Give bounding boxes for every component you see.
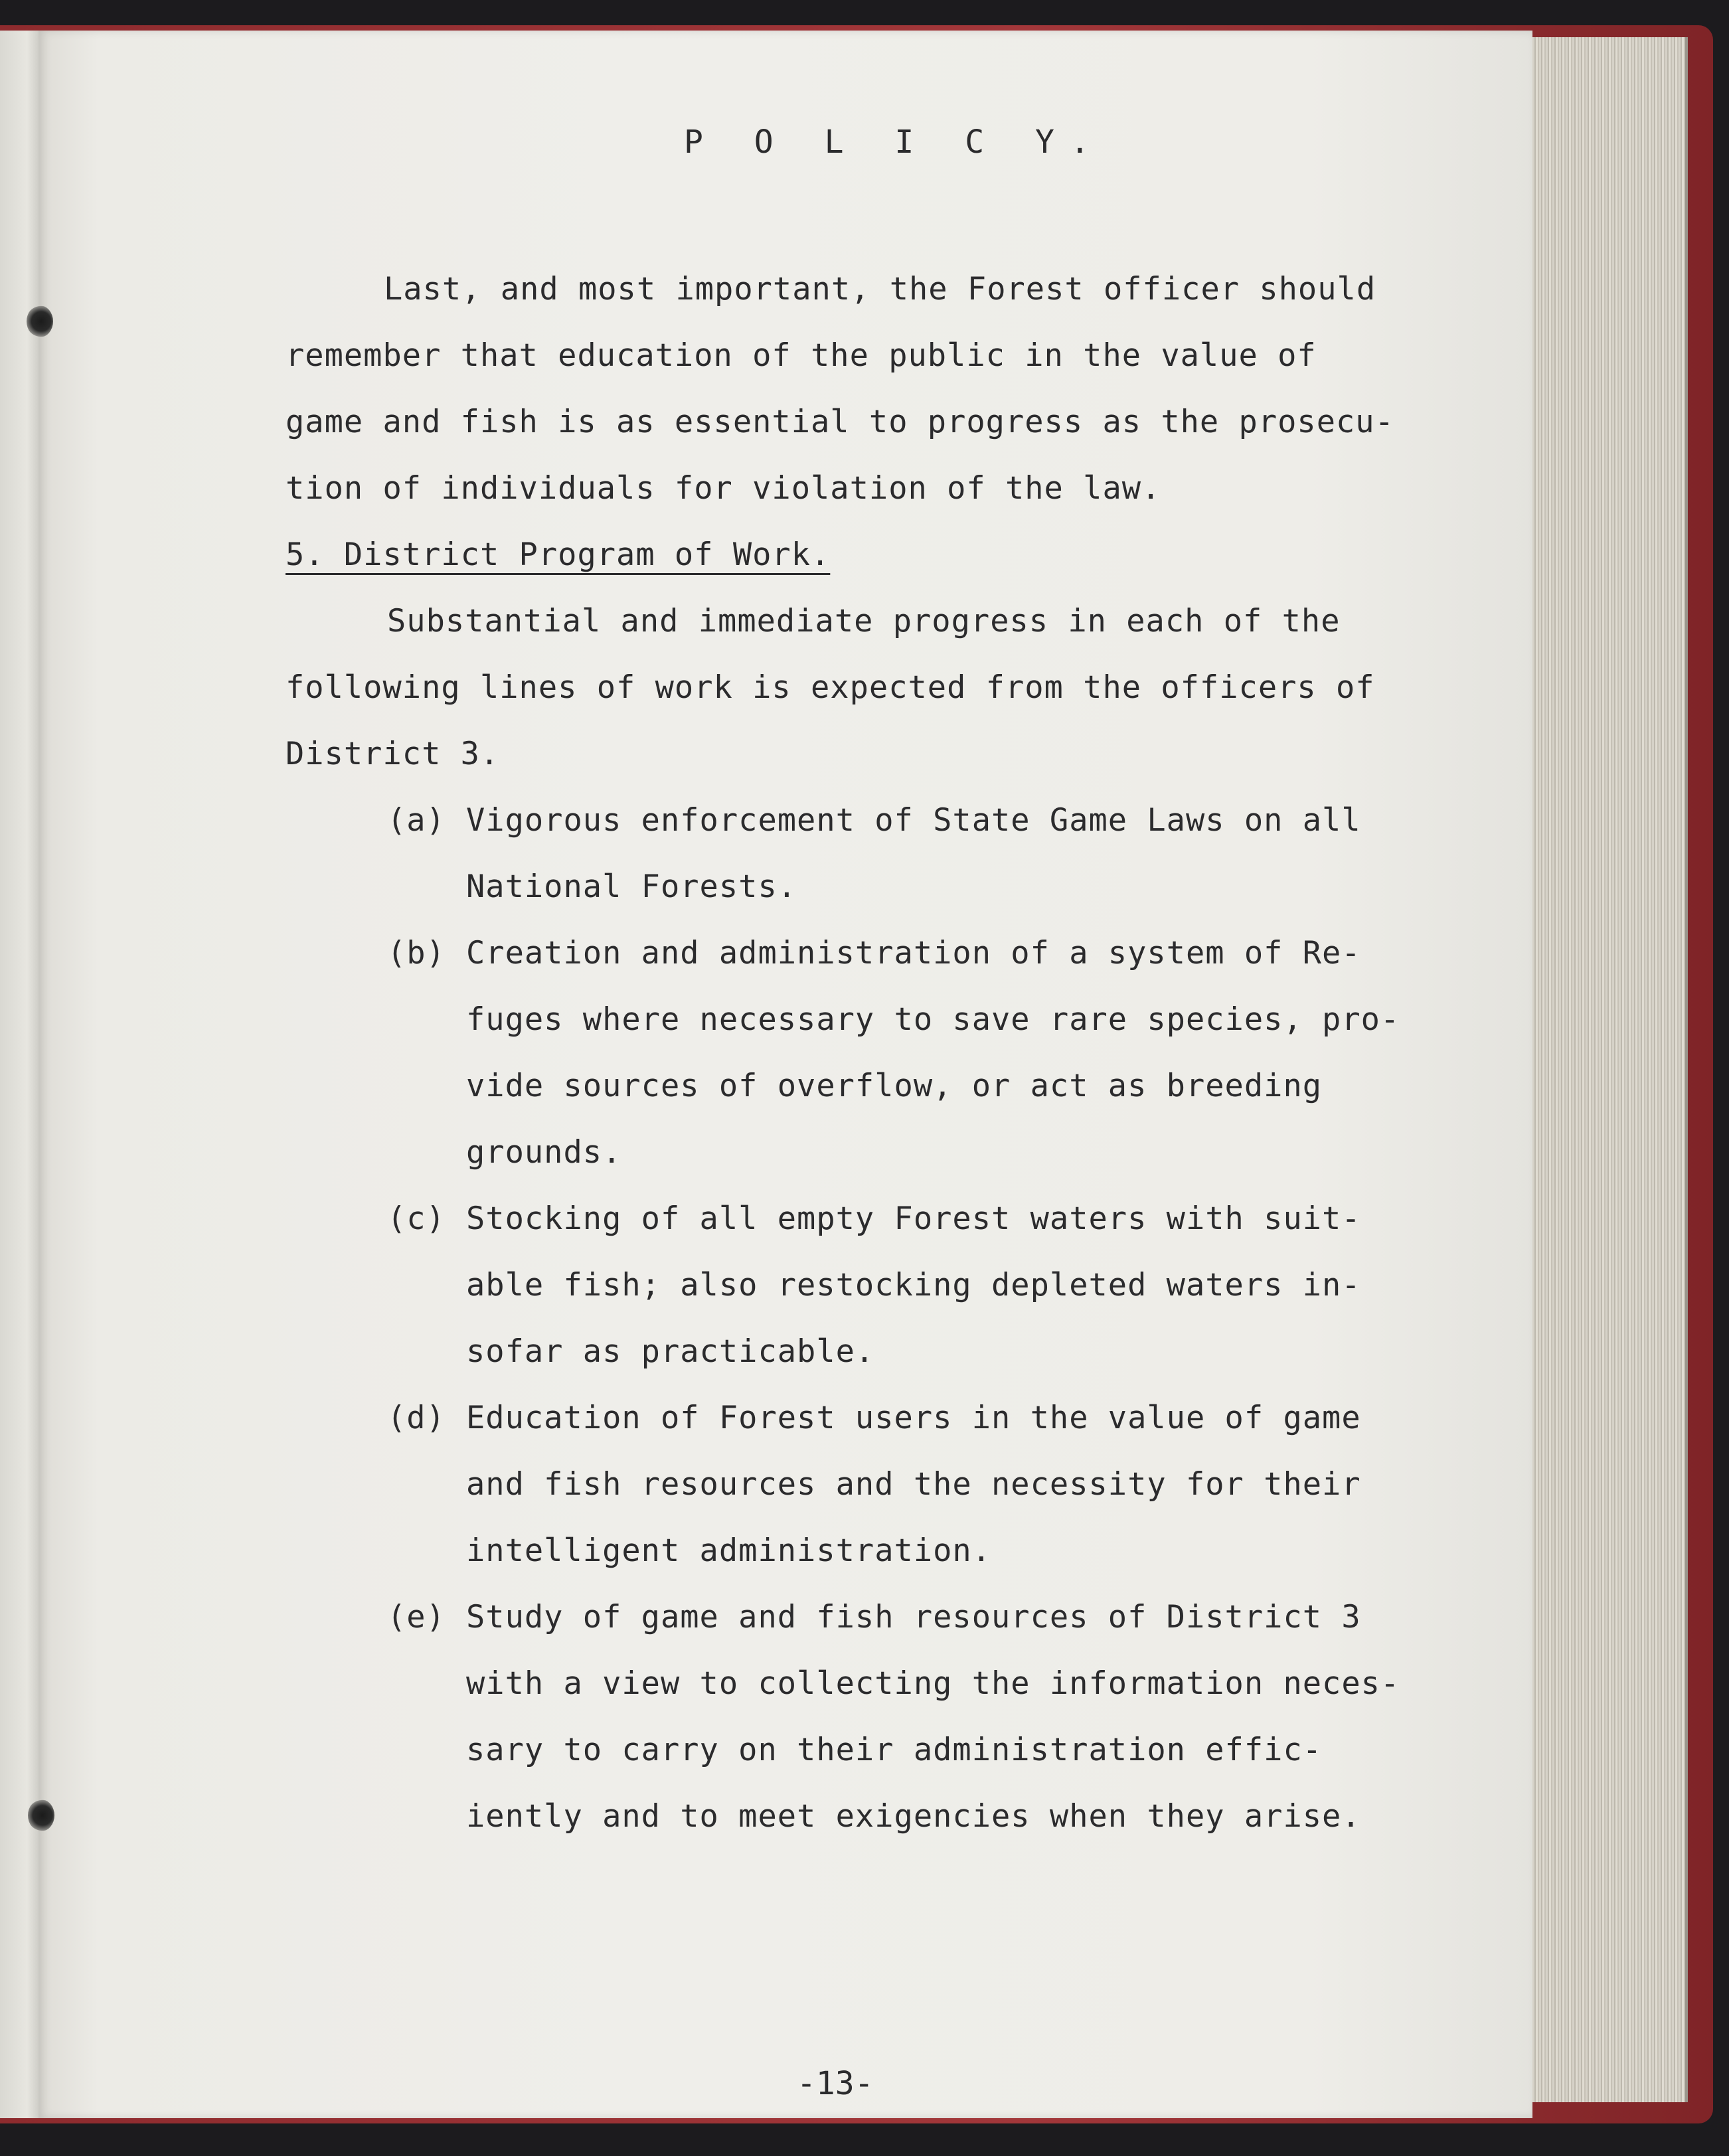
list-item-line: Stocking of all empty Forest waters with suit-: [466, 1201, 1361, 1237]
page-number: -13-: [797, 2065, 874, 2102]
list-item-line: able fish; also restocking depleted waters in-: [466, 1267, 1361, 1303]
list-item-marker: (d): [387, 1400, 446, 1436]
text-line: remember that education of the public in the value of: [286, 337, 1317, 374]
page-stack-edge: [1532, 37, 1688, 2102]
text-line: Last, and most important, the Forest officer should: [384, 271, 1376, 307]
list-item-line: grounds.: [466, 1134, 622, 1171]
list-item-line: Creation and administration of a system of Re-: [466, 935, 1361, 971]
binder-hole-icon: [28, 1799, 54, 1831]
list-item-line: vide sources of overflow, or act as breeding: [466, 1068, 1323, 1104]
list-item-line: Vigorous enforcement of State Game Laws on all: [466, 802, 1361, 839]
page-title: P O L I C Y.: [684, 124, 1106, 161]
list-item-line: with a view to collecting the information neces-: [466, 1665, 1400, 1702]
text-line: game and fish is as essential to progress as the prosecu-: [286, 404, 1394, 440]
list-item-marker: (a): [387, 802, 446, 839]
list-item-line: sofar as practicable.: [466, 1333, 875, 1370]
list-item-line: Education of Forest users in the value of game: [466, 1400, 1361, 1436]
list-item-line: fuges where necessary to save rare species, pro-: [466, 1001, 1400, 1038]
text-line: Substantial and immediate progress in each of the: [387, 603, 1341, 639]
text-line: following lines of work is expected from the officers of: [286, 669, 1375, 706]
list-item-marker: (b): [387, 935, 446, 971]
list-item-line: Study of game and fish resources of District 3: [466, 1599, 1361, 1635]
text-line: tion of individuals for violation of the law.: [286, 470, 1161, 507]
list-item-line: sary to carry on their administration effic-: [466, 1732, 1323, 1768]
text-line: District 3.: [286, 736, 500, 772]
list-item-line: and fish resources and the necessity for their: [466, 1466, 1361, 1503]
list-item-line: intelligent administration.: [466, 1533, 992, 1569]
binder-hole-icon: [27, 305, 53, 337]
section-heading: 5. District Program of Work.: [286, 537, 831, 573]
list-item-marker: (c): [387, 1201, 446, 1237]
list-item-line: National Forests.: [466, 869, 797, 905]
list-item-line: iently and to meet exigencies when they arise.: [466, 1798, 1361, 1835]
list-item-marker: (e): [387, 1599, 446, 1635]
